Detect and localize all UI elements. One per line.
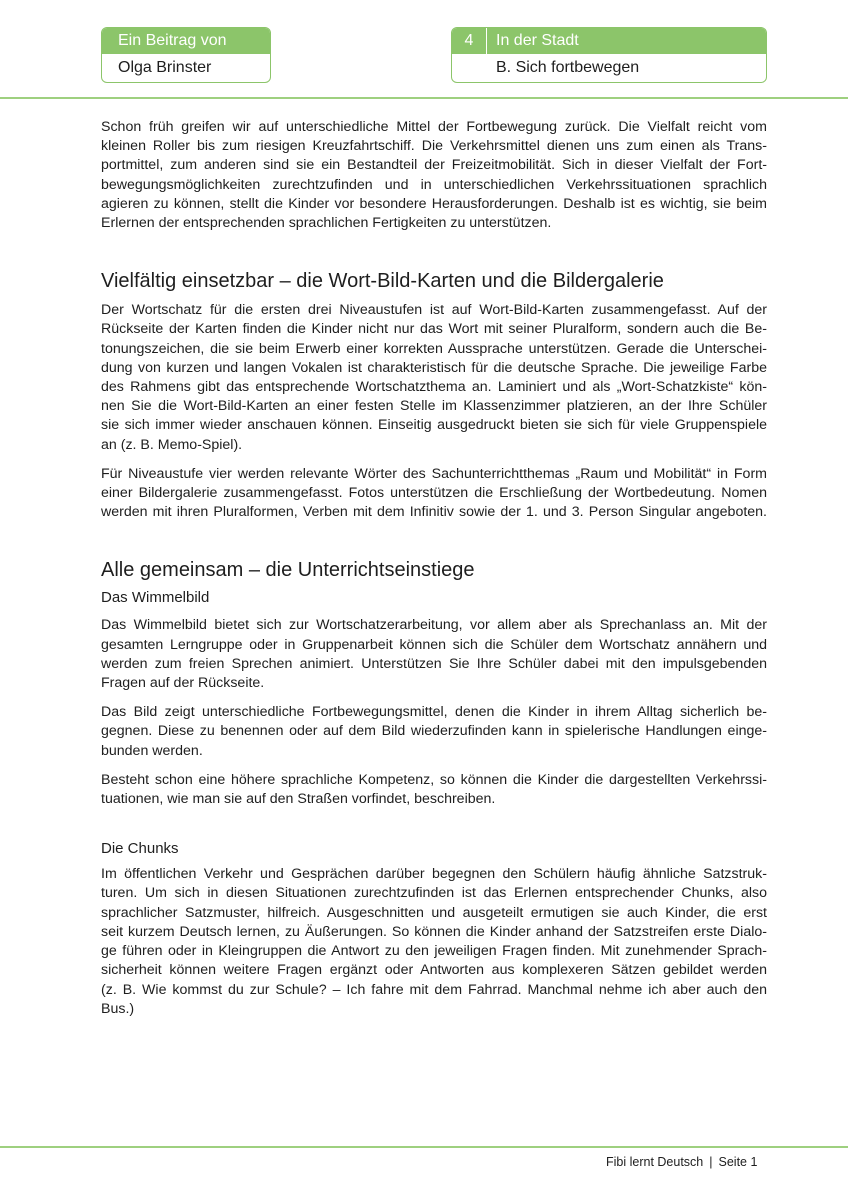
header-divider	[0, 97, 848, 99]
chapter-box-title-bar	[452, 28, 766, 54]
text-line: turen. Um sich in diesen Situationen zurechtzufinden ist das Erlernen entsprechender Chunks, also	[101, 885, 767, 902]
subheading-wimmelbild: Das Wimmelbild	[101, 589, 210, 607]
text-line: Für Niveaustufe vier werden relevante Wörter des Sachunterrichtthemas „Raum und Mobilität“ in Form	[101, 465, 767, 482]
chapter-subtitle: B. Sich fortbewegen	[496, 59, 640, 76]
text-line: an (z. B. Memo-Spiel).	[101, 436, 243, 453]
text-line: werden zum freien Sprechen animiert. Unterstützen Sie Ihre Schüler dabei mit den impulsgebenden	[101, 655, 767, 672]
text-line: dung von kurzen und langen Vokalen ist charakteristisch für die deutsche Sprache. Die jeweilige Farbe	[101, 359, 767, 376]
author-label: Ein Beitrag von	[118, 32, 227, 49]
wimmelbild-paragraph-3	[101, 771, 767, 809]
text-line: Das Wimmelbild bietet sich zur Wortschatzerarbeitung, vor allem aber als Sprechanlass an. Mit der	[101, 617, 767, 634]
section1-paragraph-1	[101, 301, 767, 455]
text-line: gesamten Lerngruppe oder in Gruppenarbeit können sich die Schüler dem Wortschatz annähern und	[101, 636, 767, 653]
publication-title: Fibi lernt Deutsch	[606, 1155, 704, 1169]
text-line: werden mit ihren Pluralformen, Verben mit dem Infinitiv sowie der 1. und 3. Person Singular angeboten.	[101, 504, 767, 521]
text-line: (z. B. Wie kommst du zur Schule? – Ich fahre mit dem Fahrrad. Manchmal nehme ich aber auch den	[101, 981, 767, 998]
text-line: sie sich immer wieder anschauen können. Einseitig ausgedruckt bieten sie sich für viele Gruppenspiele	[101, 417, 767, 434]
chapter-box	[451, 27, 767, 83]
text-line: bunden werden.	[101, 742, 203, 759]
intro-paragraph	[101, 118, 767, 233]
text-line: Das Bild zeigt unterschiedliche Fortbewegungsmittel, denen die Kinder in ihrem Alltag sicherlich be-	[101, 704, 767, 721]
author-name: Olga Brinster	[118, 59, 212, 76]
text-line: bewegungsmöglichkeiten zurechtzufinden und in unterschiedlichen Verkehrssituationen sprachlich	[101, 176, 767, 193]
text-line: gegnen. Diese zu benennen oder auf dem Bild wiederzufinden kann in spielerische Handlungen einge-	[101, 723, 767, 740]
text-line: agieren zu können, stellt die Kinder vor besondere Herausforderungen. Deshalb ist es wichtig, sie beim	[101, 195, 767, 212]
chunks-paragraph	[101, 865, 767, 1019]
author-box	[101, 27, 271, 83]
page-number: Seite 1	[718, 1155, 758, 1169]
text-line: Fragen auf der Rückseite.	[101, 675, 265, 692]
document-body	[101, 118, 767, 1019]
text-line: sprachlicher Satzmuster, hilfreich. Ausgeschnitten und ausgeteilt ermutigen sie auch Kinder, die erst	[101, 904, 767, 921]
text-line: tuationen, wie man sie auf den Straßen vorfindet, beschreiben.	[101, 791, 496, 808]
text-line: tonungszeichen, die sie beim Erwerb einer korrekten Aussprache unterstützen. Gerade die Unterschei-	[101, 340, 767, 357]
text-line: sicherheit können weitere Fragen ergänzt oder Antworten aus komplexeren Sätzen gebildet werden	[101, 962, 767, 979]
text-line: ge führen oder in Kleingruppen die Antwort zu den jeweiligen Fragen finden. Mit zunehmender Sprach-	[101, 943, 767, 960]
wimmelbild-paragraph-2	[101, 703, 767, 761]
text-line: kleinen Roller bis zum riesigen Kreuzfahrtschiff. Die Verkehrsmittel dienen uns zum einen als Trans-	[101, 138, 767, 155]
author-box-name-row	[102, 54, 270, 82]
text-line: nen Sie die Wort-Bild-Karten an einer festen Stelle im Klassenzimmer platzieren, an der Ihre Schüler	[101, 398, 767, 415]
text-line: Bus.)	[101, 1000, 135, 1017]
text-line: seit kurzem Deutsch lernen, zu Äußerungen. So können die Kinder anhand der Satzstreifen erste Dialo-	[101, 923, 767, 940]
text-line: Rückseite der Karten finden die Kinder nicht nur das Wort mit seiner Pluralform, sondern auch die Be-	[101, 321, 767, 338]
text-line: Erlernen der entsprechenden sprachlichen Fertigkeiten zu unterstützen.	[101, 215, 552, 232]
wimmelbild-paragraph-1	[101, 616, 767, 693]
text-line: Besteht schon eine höhere sprachliche Kompetenz, so können die Kinder die dargestellten Verkehrssi-	[101, 771, 767, 788]
footer-separator: |	[709, 1155, 713, 1169]
footer-divider	[0, 1146, 848, 1148]
subheading-chunks: Die Chunks	[101, 840, 179, 858]
text-line: portmittel, zum anderen sind sie ein Bestandteil der Freizeitmobilität. Sich in dieser Vielfalt der Fort-	[101, 157, 767, 174]
section-heading-unterrichtseinstiege: Alle gemeinsam – die Unterrichtseinstiege	[101, 559, 475, 582]
text-line: einer Bildergalerie zusammengefasst. Fotos unterstützen die Erschließung der Wortbedeutung. Nomen	[101, 485, 767, 502]
text-line: Schon früh greifen wir auf unterschiedliche Mittel der Fortbewegung zurück. Die Vielfalt reicht vom	[101, 119, 767, 135]
text-line: Der Wortschatz für die ersten drei Niveaustufen ist auf Wort-Bild-Karten zusammengefasst. Auf der	[101, 302, 767, 319]
chapter-number: 4	[452, 28, 487, 54]
text-line: des Rahmens gibt das entsprechende Wortschatzthema an. Laminiert und als „Wort-Schatzkiste“ kön-	[101, 379, 767, 396]
section1-paragraph-2	[101, 465, 767, 523]
text-line: Im öffentlichen Verkehr und Gesprächen darüber begegnen den Schülern häufig ähnliche Satzstruk-	[101, 866, 767, 883]
author-box-label-bar	[102, 28, 270, 54]
section-heading-wort-bild-karten: Vielfältig einsetzbar – die Wort-Bild-Karten und die Bildergalerie	[101, 270, 664, 293]
page-footer	[606, 1152, 757, 1172]
chapter-title: In der Stadt	[496, 32, 579, 49]
